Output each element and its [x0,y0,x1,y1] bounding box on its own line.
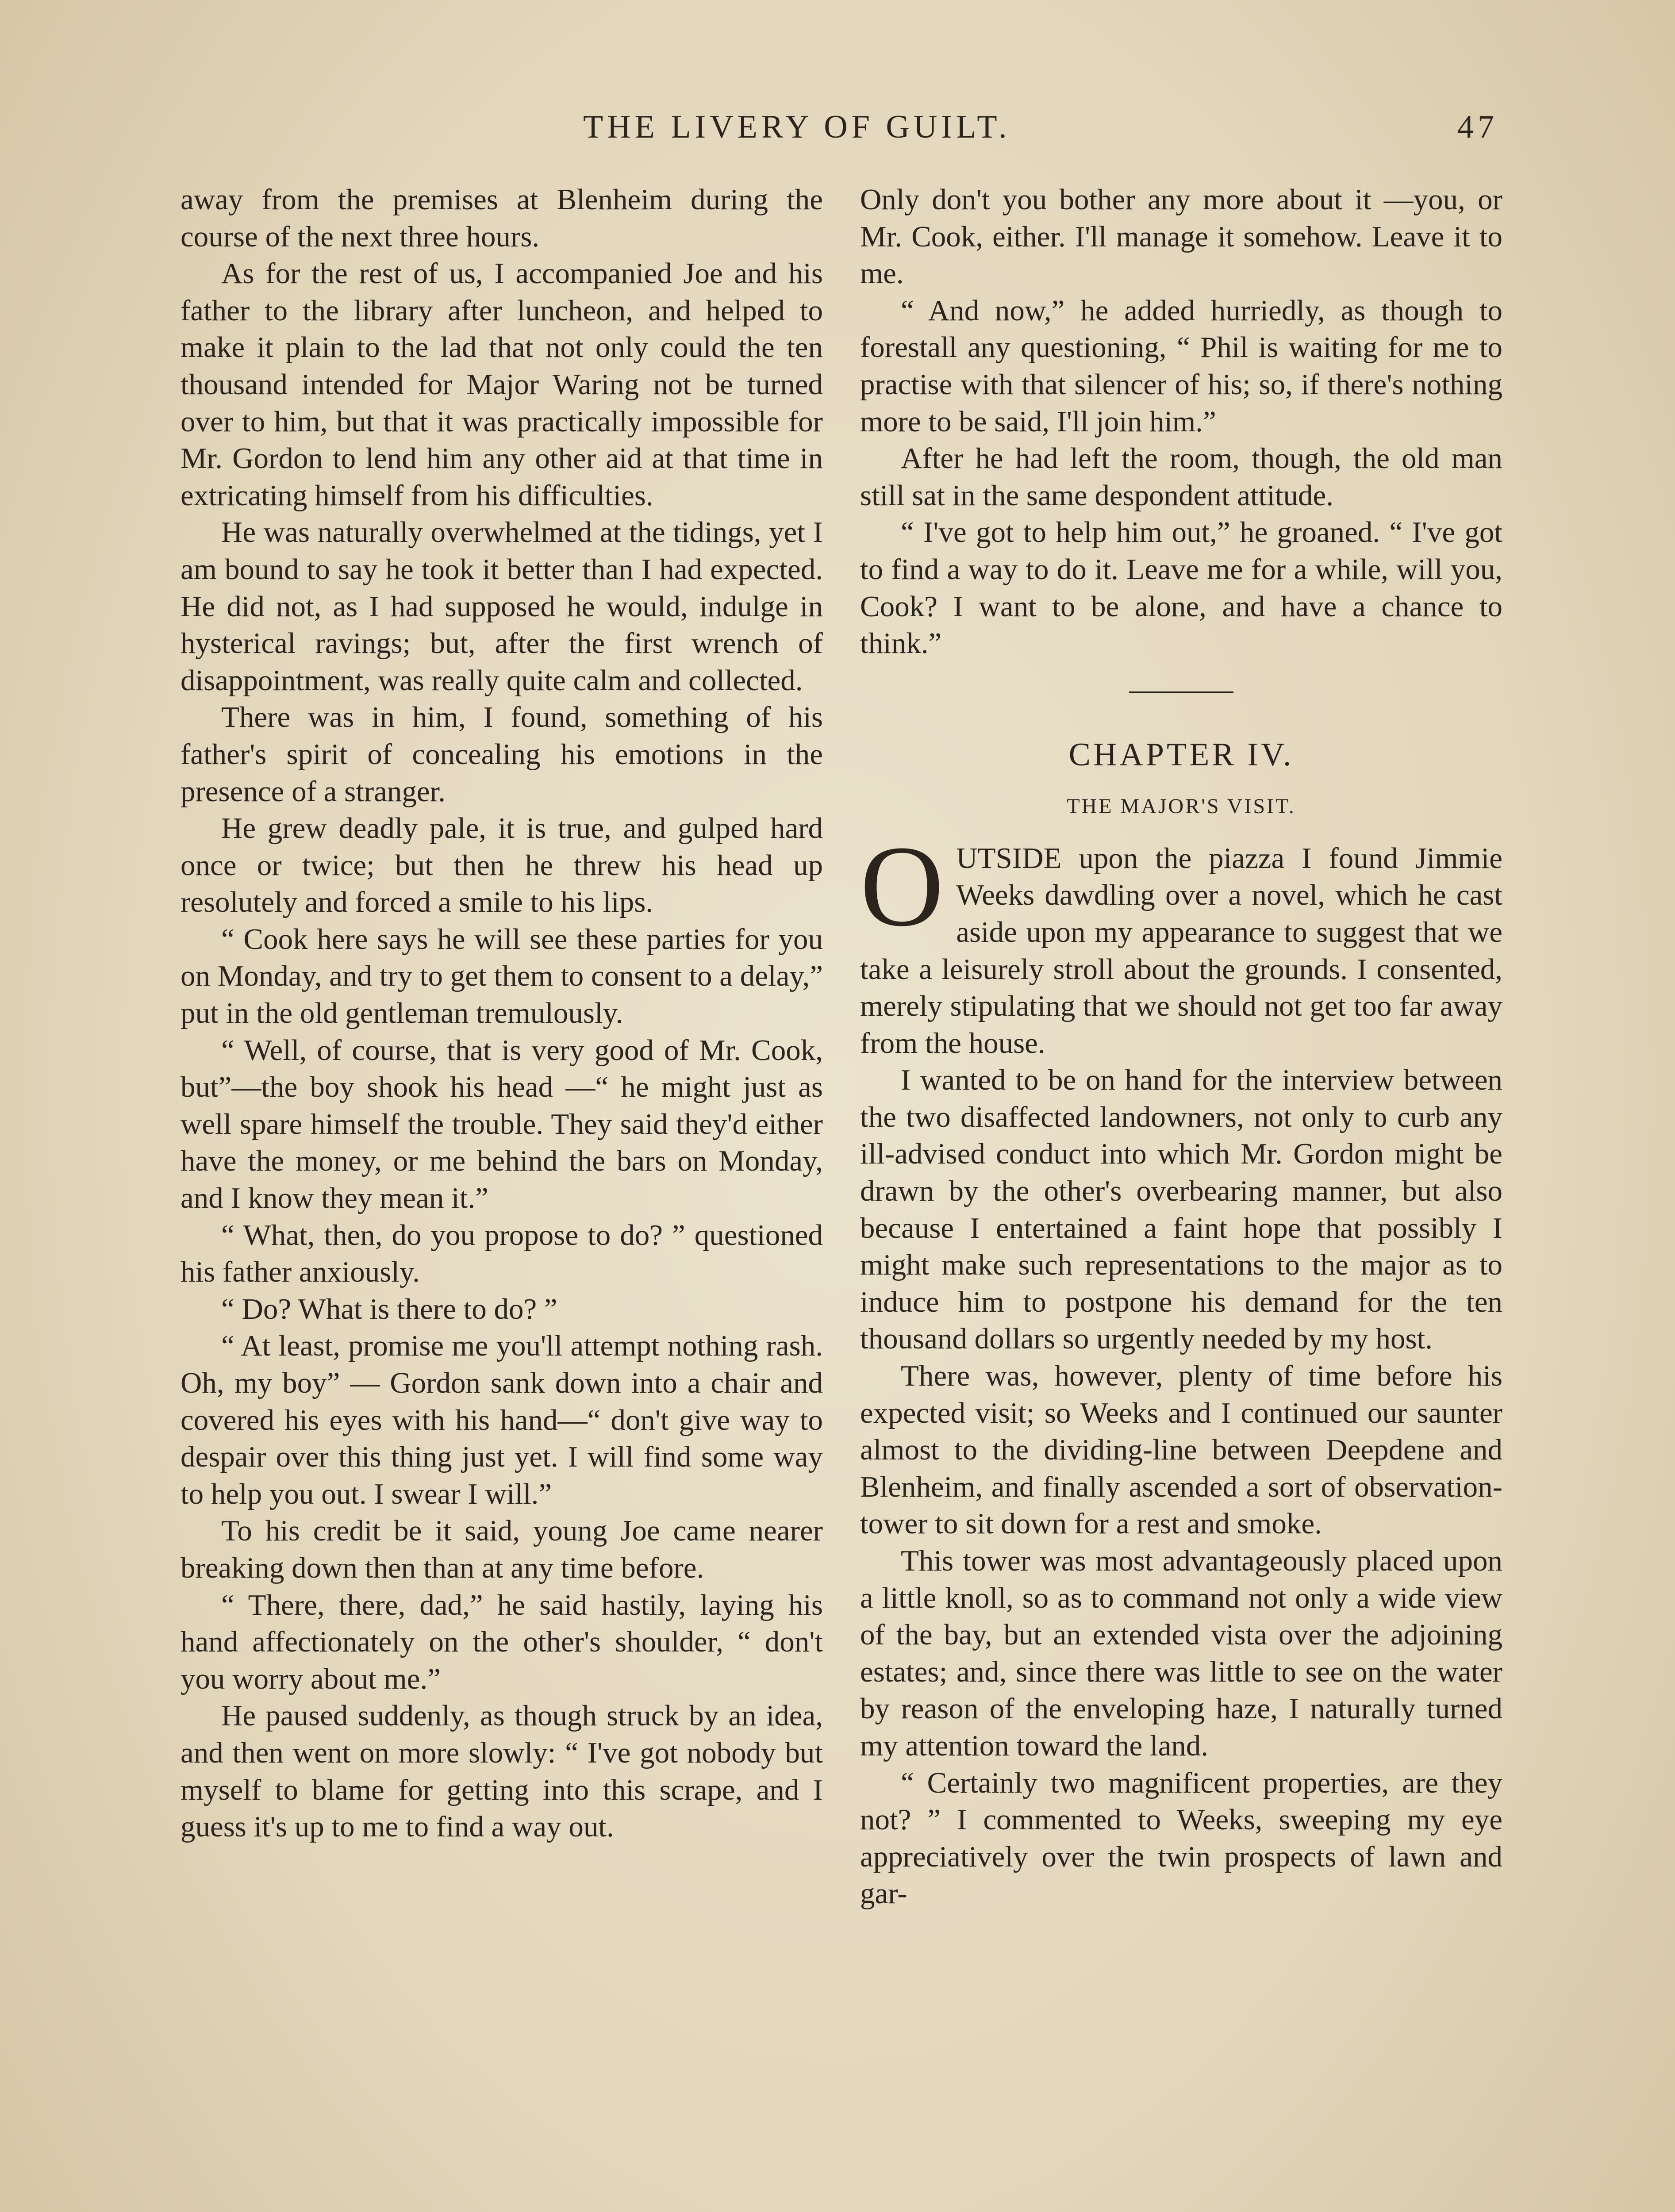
left-column [181,181,823,1846]
paragraph: There was, however, plenty of time before his expected visit; so Weeks and I continued our saunter almost to the dividing-line between Deepdene and Blenheim, and finally ascended a sort of observation-tower to sit down for a rest and smoke. [860,1359,1502,1540]
paragraph: Only don't you bother any more about it —you, or Mr. Cook, either. I'll manage it somehow. Leave it to me. [860,183,1502,290]
paragraph: “ Cook here says he will see these parties for you on Monday, and try to get them to consent to a delay,” put in the old gentleman tremulously. [181,922,823,1030]
paragraph: “ I've got to help him out,” he groaned. “ I've got to find a way to do it. Leave me for a while, will you, Cook? I want to be alone, and have a chance to think.” [860,516,1502,660]
paragraph: After he had left the room, though, the old man still sat in the same despondent attitude. [860,442,1502,512]
paragraph: As for the rest of us, I accompanied Joe and his father to the library after luncheon, and helped to make it plain to the lad that not only could the ten thousand intended for Major Waring not be turned over to him, but that it was practically impossible for Mr. Gordon to lend him any other aid at that time in extricating himself from his difficulties. [181,257,823,512]
chapter-title: CHAPTER IV. [1068,736,1294,773]
paragraph: He grew deadly pale, it is true, and gulped hard once or twice; but then he threw his head up resolutely and forced a smile to his lips. [181,812,823,919]
paragraph: away from the premises at Blenheim during the course of the next three hours. [181,183,823,253]
page-header [0,108,1675,157]
paragraph: “ At least, promise me you'll attempt nothing rash. Oh, my boy” — Gordon sank down into a chair and covered his eyes with his hand—“ don't give way to despair over this thing just yet. I will find some way to help you out. I swear I will.” [181,1329,823,1510]
paragraph: “ What, then, do you propose to do? ” questioned his father anxiously. [181,1218,823,1289]
right-column [860,181,1502,1912]
paragraph: “ And now,” he added hurriedly, as though to forestall any questioning, “ Phil is waiting for me to practise with that silencer of his; so, if there's nothing more to be said, I'll join him.” [860,294,1502,438]
paragraph: “ Do? What is there to do? ” [221,1292,557,1325]
chapter-subtitle: THE MAJOR'S VISIT. [1067,794,1296,818]
chapter-opening-paragraph [860,822,1502,1062]
paragraph: “ Certainly two magnificent properties, are they not? ” I commented to Weeks, sweeping my eye appreciatively over the twin prospects of lawn and gar- [860,1766,1502,1910]
running-title: THE LIVERY OF GUILT. [583,109,1011,145]
paragraph: I wanted to be on hand for the interview between the two disaffected landowners, not only to curb any ill-advised conduct into which Mr. Gordon might be drawn by the other's overbearing manner, but also because I entertained a faint hope that possibly I might make such representations to the major as to induce him to postpone his demand for the ten thousand dollars so urgently needed by my host. [860,1064,1502,1356]
chapter-opening-text: UTSIDE upon the piazza I found Jimmie Weeks dawdling over a novel, which he cast aside upon my appearance to suggest that we take a leisurely stroll about the grounds. I consented, merely stipulating that we should not get too far away from the house. [860,841,1502,1060]
paragraph: “ Well, of course, that is very good of Mr. Cook, but”—the boy shook his head —“ he might just as well spare himself the trouble. They said they'd either have the money, or me behind the bars on Monday, and I know they mean it.” [181,1033,823,1215]
paragraph: He paused suddenly, as though struck by an idea, and then went on more slowly: “ I've got nobody but myself to blame for getting into this scrape, and I guess it's up to me to find a way out. [181,1699,823,1843]
paragraph: He was naturally overwhelmed at the tidings, yet I am bound to say he took it better than I had expected. He did not, as I had supposed he would, indulge in hysterical ravings; but, after the first wrench of disappointment, was really quite calm and collected. [181,516,823,697]
section-divider [1129,691,1233,693]
paragraph: There was in him, I found, something of his father's spirit of concealing his emotions in the presence of a stranger. [181,701,823,808]
page-number: 47 [1457,109,1498,145]
paragraph: To his credit be it said, young Joe came nearer breaking down then than at any time before. [181,1514,823,1584]
paragraph: This tower was most advantageously placed upon a little knoll, so as to command not only a wide view of the bay, but an extended vista over the adjoining estates; and, since there was little to see on the water by reason of the enveloping haze, I naturally turned my attention toward the land. [860,1544,1502,1762]
drop-cap: O [860,822,944,950]
paragraph: “ There, there, dad,” he said hastily, laying his hand affectionately on the other's shoulder, “ don't you worry about me.” [181,1588,823,1695]
